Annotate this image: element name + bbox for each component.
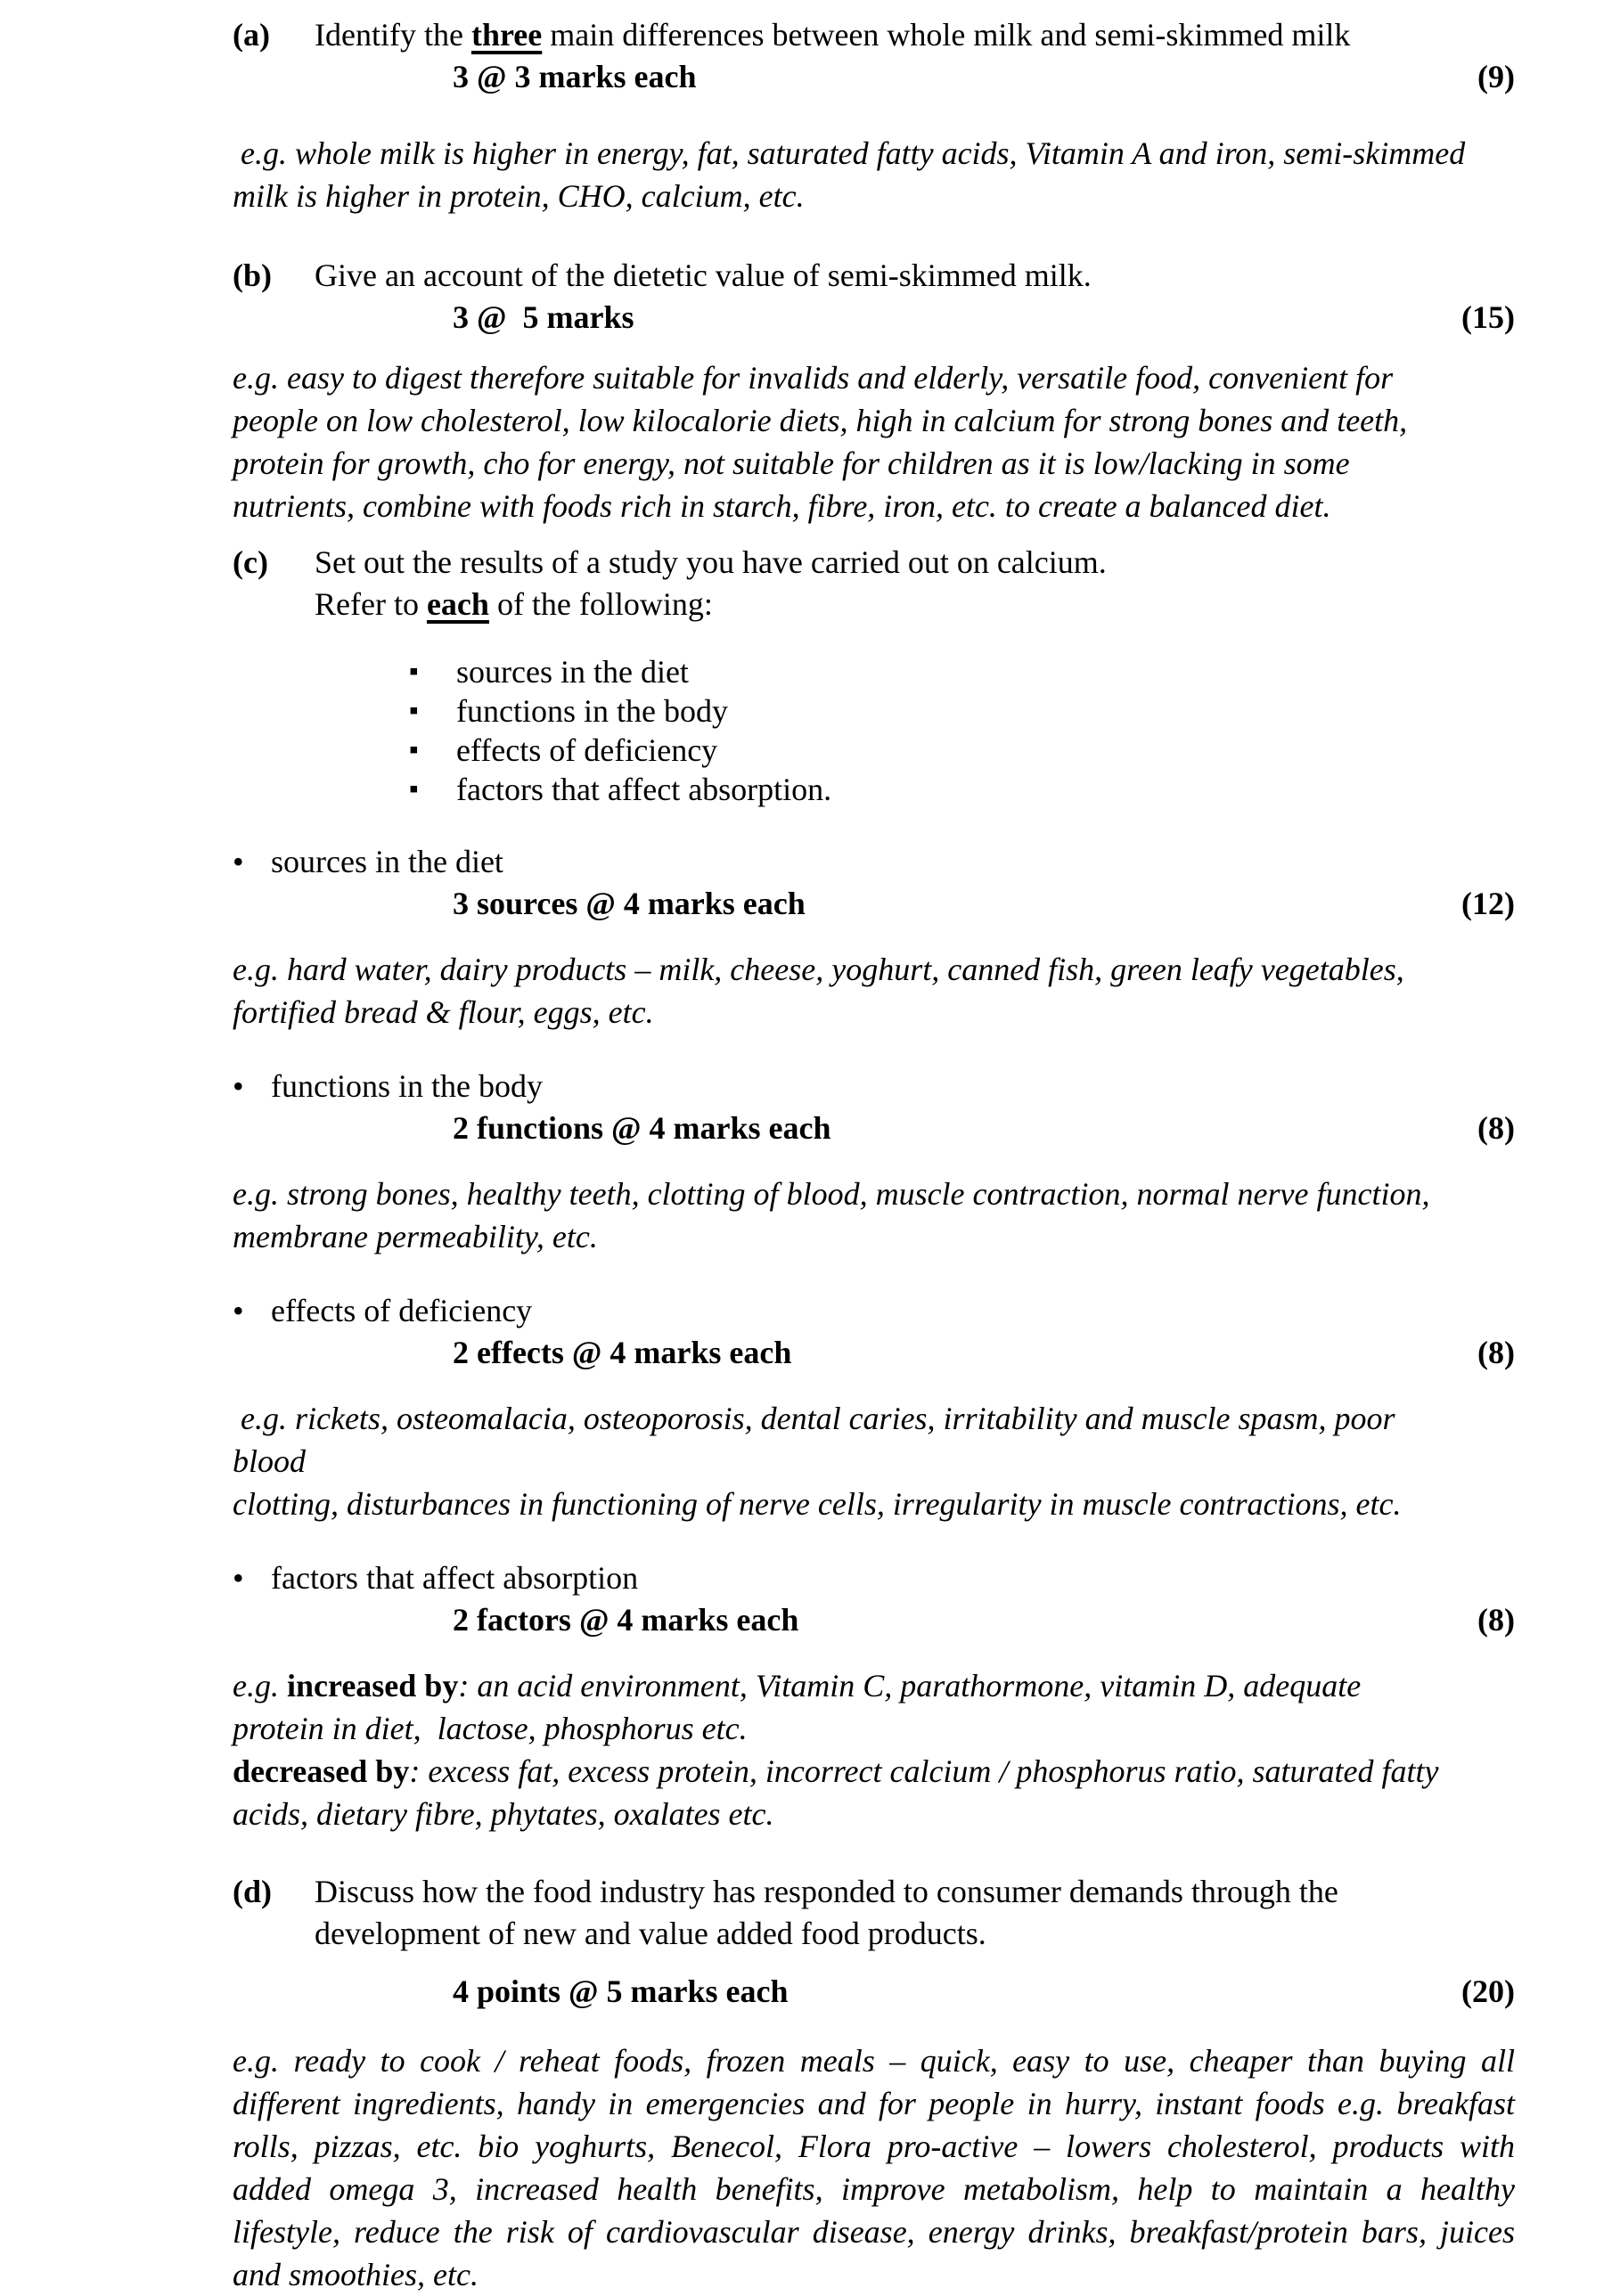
round-bullet-icon: • xyxy=(233,1293,244,1328)
text-line: e.g. ready to cook / reheat foods, frozen meals – quick, easy to use, cheaper than buying all xyxy=(233,2043,1515,2079)
text-segment: increased by xyxy=(286,1668,459,1704)
text-line xyxy=(233,1793,1515,1835)
part-sources-label: sources in the diet xyxy=(271,844,503,879)
part-factors-sample-answer xyxy=(233,1664,1515,1835)
part-sources-row xyxy=(233,841,1515,883)
text-line: clotting, disturbances in functioning of nerve cells, irregularity in muscle contractions, etc. xyxy=(233,1486,1402,1522)
part-effects-marks-value: (8) xyxy=(1477,1335,1515,1370)
square-bullet-icon: ▪ xyxy=(409,657,419,686)
text-segment: three xyxy=(470,17,543,53)
question-b-marks-row xyxy=(233,297,1515,339)
question-b-label: (b) xyxy=(233,257,272,293)
question-c-text-line1: Set out the results of a study you have carried out on calcium. xyxy=(315,544,1107,580)
part-effects-label: effects of deficiency xyxy=(271,1293,533,1328)
question-d-row xyxy=(233,1871,1515,1955)
part-sources-marks-row xyxy=(233,883,1515,925)
part-functions-sample-answer xyxy=(233,1173,1515,1258)
text-line: Discuss how the food industry has responded to consumer demands through the xyxy=(315,1874,1338,1909)
part-sources-marks-value: (12) xyxy=(1461,886,1515,921)
text-line: membrane permeability, etc. xyxy=(233,1219,598,1254)
text-line: different ingredients, handy in emergencies and for people in hurry, instant foods e.g. breakfast xyxy=(233,2086,1515,2121)
text-segment: Refer to xyxy=(315,586,427,622)
question-d-sample-answer xyxy=(233,2039,1515,2296)
text-line: development of new and value added food products. xyxy=(315,1916,986,1951)
part-effects-marks-header: 2 effects @ 4 marks each xyxy=(453,1335,792,1370)
question-a-row xyxy=(233,14,1515,56)
round-bullet-icon: • xyxy=(233,1560,244,1596)
text-line xyxy=(233,1664,1515,1707)
question-d-marks-value: (20) xyxy=(1461,1973,1515,2009)
question-b-marks-value: (15) xyxy=(1461,299,1515,335)
part-factors-marks-value: (8) xyxy=(1477,1602,1515,1638)
question-a-marks-header: 3 @ 3 marks each xyxy=(453,59,697,94)
text-line: rolls, pizzas, etc. bio yoghurts, Benecol, Flora pro-active – lowers cholesterol, products with xyxy=(233,2128,1515,2164)
part-effects-sample-answer xyxy=(233,1397,1515,1525)
text-segment: acids, dietary fibre, phytates, oxalates etc. xyxy=(233,1796,774,1832)
text-segment: each xyxy=(426,586,489,622)
part-functions-row xyxy=(233,1066,1515,1107)
question-a-marks-value: (9) xyxy=(1477,59,1515,94)
part-sources-sample-answer xyxy=(233,948,1515,1034)
question-a-marks-row xyxy=(233,56,1515,98)
part-functions-marks-value: (8) xyxy=(1477,1110,1515,1146)
text-line: and smoothies, etc. xyxy=(233,2257,479,2292)
text-segment: of the following: xyxy=(488,586,713,622)
checklist-item-label: factors that affect absorption. xyxy=(456,772,832,807)
checklist-item xyxy=(409,652,1515,691)
text-segment: main differences between whole milk and semi-skimmed milk xyxy=(542,17,1351,53)
question-c-label: (c) xyxy=(233,544,268,580)
question-c-text-line2 xyxy=(315,584,1515,625)
text-line: e.g. hard water, dairy products – milk, cheese, yoghurt, canned fish, green leafy vegetables, xyxy=(233,952,1404,987)
question-b-text: Give an account of the dietetic value of semi-skimmed milk. xyxy=(315,257,1092,293)
text-line: e.g. strong bones, healthy teeth, clotting of blood, muscle contraction, normal nerve function, xyxy=(233,1176,1430,1212)
text-line: blood xyxy=(233,1443,307,1479)
part-functions-marks-row xyxy=(233,1107,1515,1149)
checklist-item xyxy=(409,731,1515,770)
round-bullet-icon: • xyxy=(233,844,244,879)
checklist-item-label: effects of deficiency xyxy=(456,732,718,768)
text-segment: Identify the xyxy=(315,17,471,53)
question-d-marks-row xyxy=(233,1971,1515,2013)
text-line: nutrients, combine with foods rich in starch, fibre, iron, etc. to create a balanced diet. xyxy=(233,488,1331,524)
text-segment: decreased by xyxy=(233,1753,410,1789)
text-line: milk is higher in protein, CHO, calcium, etc. xyxy=(233,178,805,214)
question-a-sample-answer xyxy=(233,132,1515,217)
text-line: protein for growth, cho for energy, not suitable for children as it is low/lacking in some xyxy=(233,445,1350,481)
question-a-label: (a) xyxy=(233,17,270,53)
text-line: lifestyle, reduce the risk of cardiovascular disease, energy drinks, breakfast/protein bars, juices xyxy=(233,2214,1515,2250)
question-d-text xyxy=(315,1871,1338,1955)
checklist-item xyxy=(409,691,1515,731)
part-effects-marks-row xyxy=(233,1332,1515,1374)
part-functions-label: functions in the body xyxy=(271,1068,543,1104)
part-factors-label: factors that affect absorption xyxy=(271,1560,639,1596)
text-line xyxy=(233,1707,1515,1750)
question-b-sample-answer xyxy=(233,356,1515,527)
round-bullet-icon: • xyxy=(233,1068,244,1104)
text-line: added omega 3, increased health benefits, improve metabolism, help to maintain a healthy xyxy=(233,2171,1515,2207)
text-segment: : excess fat, excess protein, incorrect calcium / phosphorus ratio, saturated fatty xyxy=(409,1753,1439,1789)
text-segment: e.g. xyxy=(233,1668,287,1704)
square-bullet-icon: ▪ xyxy=(409,696,419,725)
text-line: e.g. rickets, osteomalacia, osteoporosis, dental caries, irritability and muscle spasm, poor xyxy=(233,1401,1395,1436)
checklist-item xyxy=(409,770,1515,809)
part-sources-marks-header: 3 sources @ 4 marks each xyxy=(453,886,806,921)
square-bullet-icon: ▪ xyxy=(409,735,419,764)
question-d-marks-header: 4 points @ 5 marks each xyxy=(453,1973,789,2009)
part-functions-marks-header: 2 functions @ 4 marks each xyxy=(453,1110,831,1146)
question-b-marks-header: 3 @ 5 marks xyxy=(453,299,634,335)
question-c-checklist xyxy=(409,652,1515,809)
question-d-label: (d) xyxy=(233,1874,272,1909)
text-line xyxy=(233,1750,1515,1793)
question-a-text xyxy=(315,14,1350,56)
part-effects-row xyxy=(233,1290,1515,1332)
part-factors-marks-header: 2 factors @ 4 marks each xyxy=(453,1602,799,1638)
checklist-item-label: functions in the body xyxy=(456,693,728,729)
text-line: fortified bread & flour, eggs, etc. xyxy=(233,994,654,1030)
question-c-row xyxy=(233,542,1515,584)
text-line: e.g. easy to digest therefore suitable for invalids and elderly, versatile food, convenient for xyxy=(233,360,1394,396)
text-line: e.g. whole milk is higher in energy, fat, saturated fatty acids, Vitamin A and iron, semi-skimmed xyxy=(233,135,1466,171)
part-factors-row xyxy=(233,1557,1515,1599)
text-line: people on low cholesterol, low kilocalorie diets, high in calcium for strong bones and teeth, xyxy=(233,403,1408,438)
checklist-item-label: sources in the diet xyxy=(456,654,689,690)
text-segment: protein in diet, lactose, phosphorus etc. xyxy=(233,1711,748,1746)
square-bullet-icon: ▪ xyxy=(409,774,419,804)
question-b-row xyxy=(233,255,1515,297)
text-segment: : an acid environment, Vitamin C, parathormone, vitamin D, adequate xyxy=(458,1668,1362,1704)
part-factors-marks-row xyxy=(233,1599,1515,1641)
